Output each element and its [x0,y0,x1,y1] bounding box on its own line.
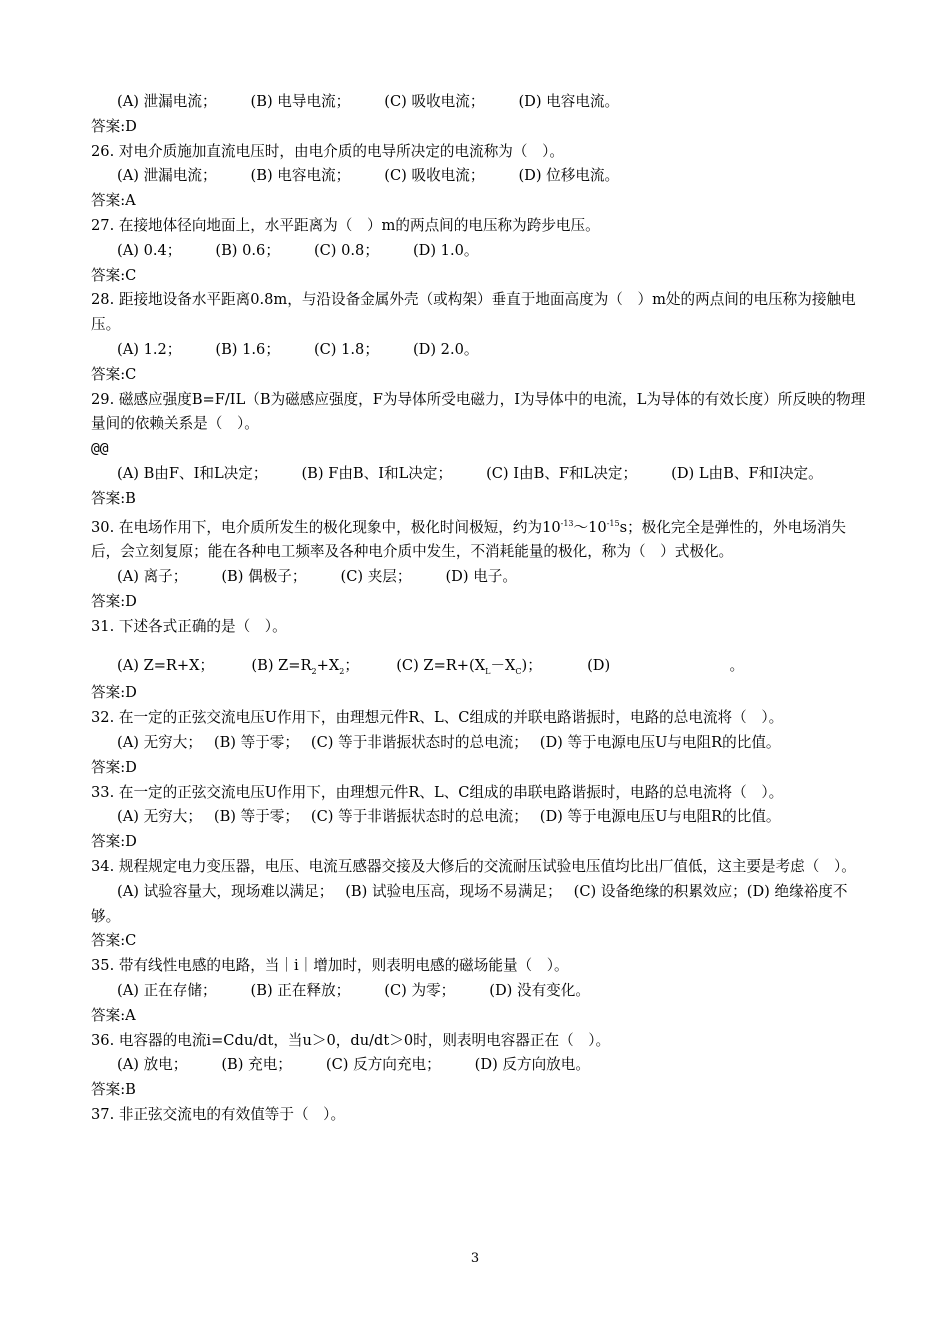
options-row [91,90,866,115]
options-row [91,164,866,189]
option-item: (D) L由B、F和I决定。 [671,464,823,482]
options-row [91,1053,866,1078]
option-item: (B) 充电； [221,1056,292,1074]
question-text: 29. 磁感应强度B=F/IL（B为磁感应强度，F为导体所受电磁力，I为导体中的电流，L为导体的有效长度）所反映的物理量间的依赖关系是（ ）。 [91,390,866,433]
q30-exp-1: -13 [560,518,574,528]
options-row [91,565,866,590]
document-page [91,90,866,1128]
question-30 [91,512,866,565]
option-item: (A) 正在存储； [117,981,217,999]
options-wrapped: (A) 无穷大； (B) 等于零； (C) 等于非谐振状态时的总电流； (D) 等于电源电压U与电阻R的比值。 [117,808,781,826]
option-item: (C) 为零； [384,981,456,999]
options-wrapped: (A) 无穷大； (B) 等于零； (C) 等于非谐振状态时的总电流； (D) 等于电源电压U与电阻R的比值。 [117,733,781,751]
option-item: (A) 离子； [117,568,188,585]
question-block-2 [91,565,866,639]
answer-line: 答案:D [91,684,137,702]
option-item: (C) 1.8； [313,340,379,358]
option-item: (A) 0.4； [117,241,182,259]
question-text: 36. 电容器的电流i=Cdu/dt，当u＞0，du/dt＞0时，则表明电容器正在（ ）。 [91,1031,611,1049]
option-item: (B) 电导电流； [250,93,351,110]
marker-text: @@ [91,440,109,458]
option-item: (D) 位移电流。 [518,167,620,185]
option-item: (B) 1.6； [215,340,280,358]
options-row [91,239,866,264]
option-item: (D) 电容电流。 [518,93,620,110]
option-item: (A) 泄漏电流； [117,93,217,110]
option-item: (C) 反方向充电； [325,1056,441,1074]
answer-line: 答案:D [91,833,137,851]
option-item: (D) 没有变化。 [489,981,590,999]
option-item: (C) 吸收电流； [384,93,485,110]
option-item: (D) 反方向放电。 [474,1056,590,1074]
option-item: (D) 2.0。 [412,340,479,358]
option-item: (C) 0.8； [313,241,379,259]
question-text: 28. 距接地设备水平距离0.8m，与沿设备金属外壳（或构架）垂直于地面高度为（ ）m处的两点间的电压称为接触电压。 [91,291,856,334]
q31-option-a: (A) Z=R+X； [117,657,215,675]
question-text: 37. 非正弦交流电的有效值等于（ ）。 [91,1105,346,1123]
option-item: (C) 夹层； [340,568,412,585]
question-text: 32. 在一定的正弦交流电压U作用下，由理想元件R、L、C组成的并联电路谐振时，电路的总电流将（ ）。 [91,709,784,727]
q30-exp-2: -15 [606,518,620,528]
q30-text-a: 30. 在电场作用下，电介质所发生的极化现象中，极化时间极短，约为10 [91,518,561,536]
question-block-1 [91,90,866,512]
answer-line: 答案:B [91,489,136,507]
option-item: (D) 电子。 [445,568,517,585]
answer-line: 答案:A [91,1006,136,1024]
question-text: 26. 对电介质施加直流电压时，由电介质的电导所决定的电流称为（ ）。 [91,142,564,160]
question-text: 27. 在接地体径向地面上，水平距离为（ ）m的两点间的电压称为跨步电压。 [91,216,600,234]
option-item: (A) 1.2； [117,340,182,358]
page-number: 3 [470,1251,480,1266]
option-item: (B) 电容电流； [250,167,351,185]
option-item: (B) 偶极子； [221,568,307,585]
options-row [91,338,866,363]
q31-option-b: (B) $Z=R_2+X_2$； [251,657,359,677]
question-text: 35. 带有线性电感的电路，当｜i｜增加时，则表明电感的磁场能量（ ）。 [91,957,569,975]
options-row [91,462,866,487]
question-block-3 [91,681,866,1127]
options-row [91,979,866,1004]
answer-line: 答案:B [91,1081,136,1099]
option-item: (C) I由B、F和L决定； [486,464,638,482]
option-item: (C) 吸收电流； [384,167,485,185]
answer-line: 答案:D [91,117,137,135]
option-item: (A) 放电； [117,1056,188,1074]
answer-line: 答案:A [91,192,136,210]
q30-text-c: s；极化完全是弹性的，外电场消失后，会立刻复原；能在各种电工频率及各种电介质中发生，不消耗能量的极化，称为（ ）式极化。 [91,518,846,561]
options-wrapped: (A) 试验容量大，现场难以满足； (B) 试验电压高，现场不易满足； (C) 设备绝缘的积累效应；(D) 绝缘裕度不够。 [91,882,848,925]
q30-text-b: ～10 [573,518,607,536]
option-item: (B) 正在释放； [250,981,351,999]
answer-line: 答案:D [91,758,137,776]
answer-line: 答案:D [91,592,137,610]
option-item: (B) 0.6； [215,241,280,259]
answer-line: 答案:C [91,932,137,950]
q31-option-c: (C) $Z=R+(X_L-X_C)$； [396,657,542,677]
option-item: (B) F由B、I和L决定； [301,464,453,482]
q31-option-d-end: 。 [729,657,745,675]
question-text: 31. 下述各式正确的是（ ）。 [91,617,287,635]
option-item: (A) B由F、I和L决定； [117,464,268,482]
option-item: (A) 泄漏电流； [117,167,217,185]
question-text: 33. 在一定的正弦交流电压U作用下，由理想元件R、L、C组成的串联电路谐振时，电路的总电流将（ ）。 [91,783,784,801]
answer-line: 答案:C [91,365,137,383]
spacer [91,639,866,651]
answer-line: 答案:C [91,266,137,284]
question-text: 34. 规程规定电力变压器，电压、电流互感器交接及大修后的交流耐压试验电压值均比出厂值低，这主要是考虑（ ）。 [91,857,856,875]
q31-options [91,651,866,681]
q31-option-d: (D) [587,657,611,675]
option-item: (D) 1.0。 [412,241,479,259]
